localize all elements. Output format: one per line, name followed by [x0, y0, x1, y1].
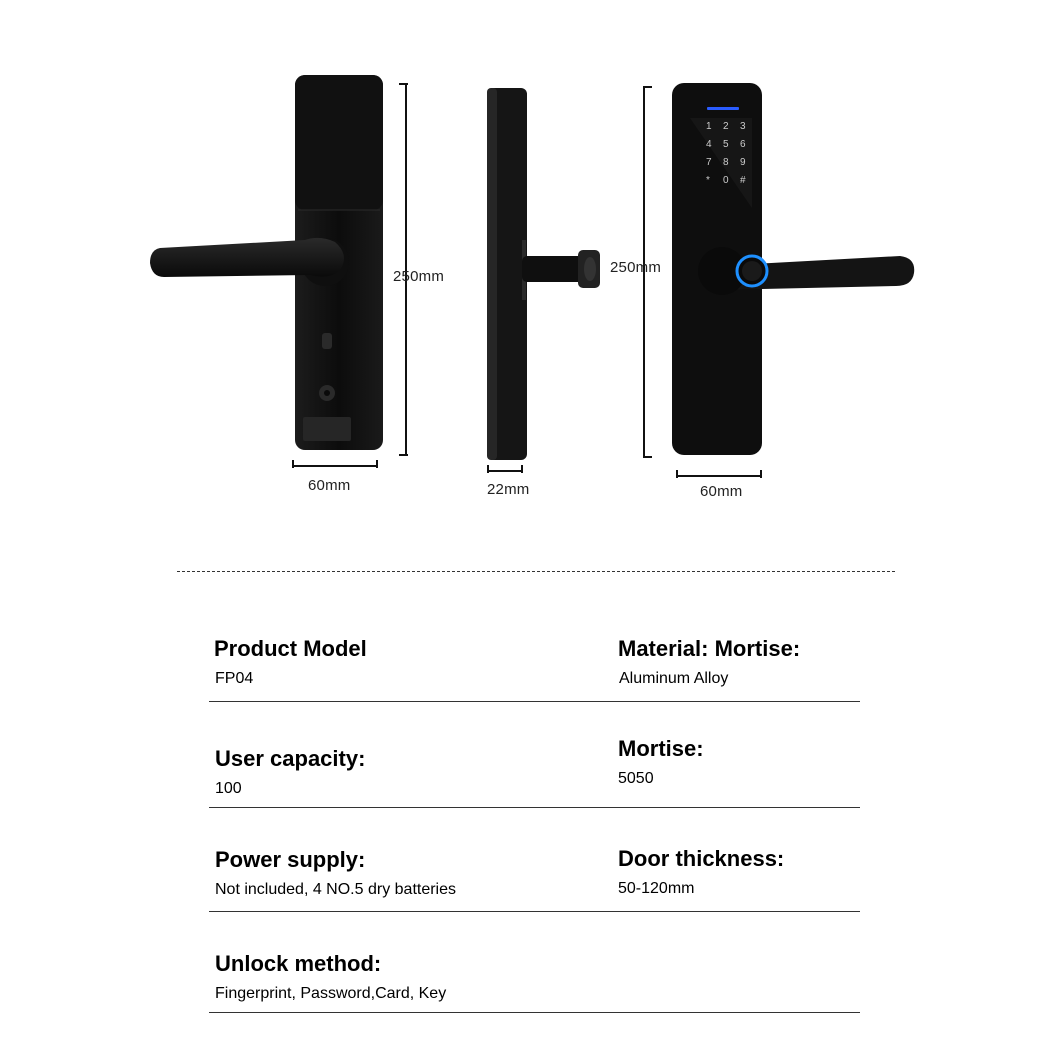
spec-title-door: Door thickness:: [618, 846, 785, 871]
svg-text:8: 8: [723, 157, 729, 168]
front-width-cap-right: [376, 460, 378, 468]
spec-title-mortise: Mortise:: [618, 736, 704, 761]
svg-text:#: #: [740, 175, 746, 186]
svg-text:3: 3: [740, 121, 746, 132]
front-width-label: 60mm: [308, 477, 351, 494]
side-thickness-cap-right: [521, 465, 523, 473]
section-divider: [177, 571, 895, 572]
spec-value-door: 50-120mm: [618, 880, 695, 897]
front-width-line: [293, 465, 377, 467]
spec-value-model: FP04: [215, 670, 254, 687]
spec-value-mortise: 5050: [618, 770, 654, 787]
spec-value-unlock: Fingerprint, Password,Card, Key: [215, 985, 447, 1002]
back-width-cap-left: [676, 470, 678, 478]
back-height-cap-bottom: [643, 456, 652, 458]
back-width-cap-right: [760, 470, 762, 478]
svg-text:4: 4: [706, 139, 712, 150]
back-width-label: 60mm: [700, 483, 743, 500]
lock-side-view: [480, 80, 610, 465]
spec-title-power: Power supply:: [215, 847, 366, 872]
side-thickness-line: [488, 470, 522, 472]
status-indicator-light: [707, 107, 739, 110]
spec-value-material: Aluminum Alloy: [619, 670, 729, 687]
svg-text:1: 1: [706, 121, 712, 132]
spec-title-material: Material: Mortise:: [618, 636, 801, 661]
spec-row-divider: [209, 701, 860, 702]
front-height-cap-top: [399, 83, 408, 85]
svg-text:6: 6: [740, 139, 746, 150]
spec-title-capacity: User capacity:: [215, 746, 366, 771]
spec-title-model: Product Model: [214, 636, 367, 661]
side-thickness-cap-left: [487, 465, 489, 473]
svg-text:*: *: [706, 175, 710, 186]
spec-row-divider: [209, 1012, 860, 1013]
lock-front-view: [140, 70, 400, 470]
svg-text:2: 2: [723, 121, 729, 132]
svg-text:7: 7: [706, 157, 712, 168]
front-height-cap-bottom: [399, 454, 408, 456]
svg-text:5: 5: [723, 139, 729, 150]
svg-text:9: 9: [740, 157, 746, 168]
side-thickness-label: 22mm: [487, 481, 530, 498]
spec-title-unlock: Unlock method:: [215, 951, 382, 976]
back-height-cap-top: [643, 86, 652, 88]
back-height-label: 250mm: [610, 259, 662, 276]
spec-value-power: Not included, 4 NO.5 dry batteries: [215, 881, 457, 898]
spec-row-divider: [209, 807, 860, 808]
svg-text:0: 0: [723, 175, 729, 186]
back-width-line: [677, 475, 761, 477]
spec-row-divider: [209, 911, 860, 912]
front-height-label: 250mm: [393, 268, 445, 285]
lock-back-view: [660, 78, 920, 463]
spec-value-capacity: 100: [215, 780, 242, 797]
front-width-cap-left: [292, 460, 294, 468]
